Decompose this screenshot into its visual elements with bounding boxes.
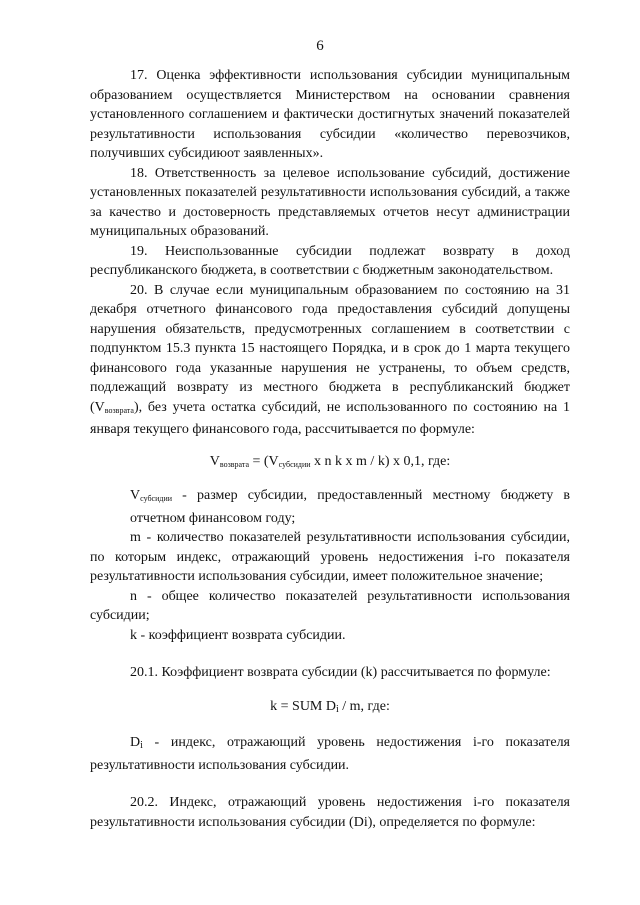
paragraph-20: 20. В случае если муниципальным образованием по состоянию на 31 декабря отчетного финансового года предоставления субсидий допущены нарушения обязательств, предусмотренных соглашением в соответствии с подпунктом 15.3 пункта 15 настоящего Порядка, и в срок до 1 марта текущего финансового года указанные нарушения не устранены, то объем средств, подлежащий возврату из местного бюджета в республиканский бюджет $(V_{возврата})$, без учета остатка субсидий, не использованного по состоянию на 1 января текущего финансового года, рассчитывается по формуле: (90, 282, 570, 437)
paragraph-17: 17. Оценка эффективности использования субсидии муниципальным образованием осуществляется Министерством на основании сравнения установленного соглашением и фактически достигнутых значений показателей результативности использования субсидии «количество перевозчиков, получивших субсидиюот заявленных». (90, 68, 570, 161)
definition-d: $D_i$ - индекс, отражающий уровень недостижения i-го показателя результативности использования субсидии. (90, 735, 570, 773)
definition-n: n - общее количество показателей результативности использования субсидии; (90, 588, 570, 623)
document-body (90, 66, 570, 832)
definition-v-subsidy: $V_{субсидии}$ - размер субсидии, предоставленный местному бюджету в отчетном финансовом году; (130, 488, 570, 526)
definition-m: m - количество показателей результативности использования субсидии, по которым индекс, отражающий уровень недостижения i-го показателя результативности использования субсидии, имеет положительное значение; (90, 530, 570, 584)
paragraph-19: 19. Неиспользованные субсидии подлежат возврату в доход республиканского бюджета, в соответствии с бюджетным законодательством. (90, 243, 570, 278)
paragraph-18: 18. Ответственность за целевое использование субсидий, достижение установленных показателей результативности использования субсидий, а также за качество и достоверность представляемых отчетов несут администрации муниципальных образований. (90, 165, 570, 239)
paragraph-20-1: 20.1. Коэффициент возврата субсидии (k) рассчитывается по формуле: (130, 665, 551, 680)
formula-return-volume: $V_{возврата} = (V_{субсидии}$ x n k x m / k) x 0,1, где: (209, 453, 451, 469)
page-number: 6 (316, 38, 324, 54)
paragraph-20-2: 20.2. Индекс, отражающий уровень недостижения i-го показателя результативности использования субсидии (Di), определяется по формуле: (90, 795, 570, 830)
definition-k: k - коэффициент возврата субсидии. (130, 627, 346, 643)
formula-coefficient: k = SUM $D_i$ / m, где: (270, 698, 390, 715)
